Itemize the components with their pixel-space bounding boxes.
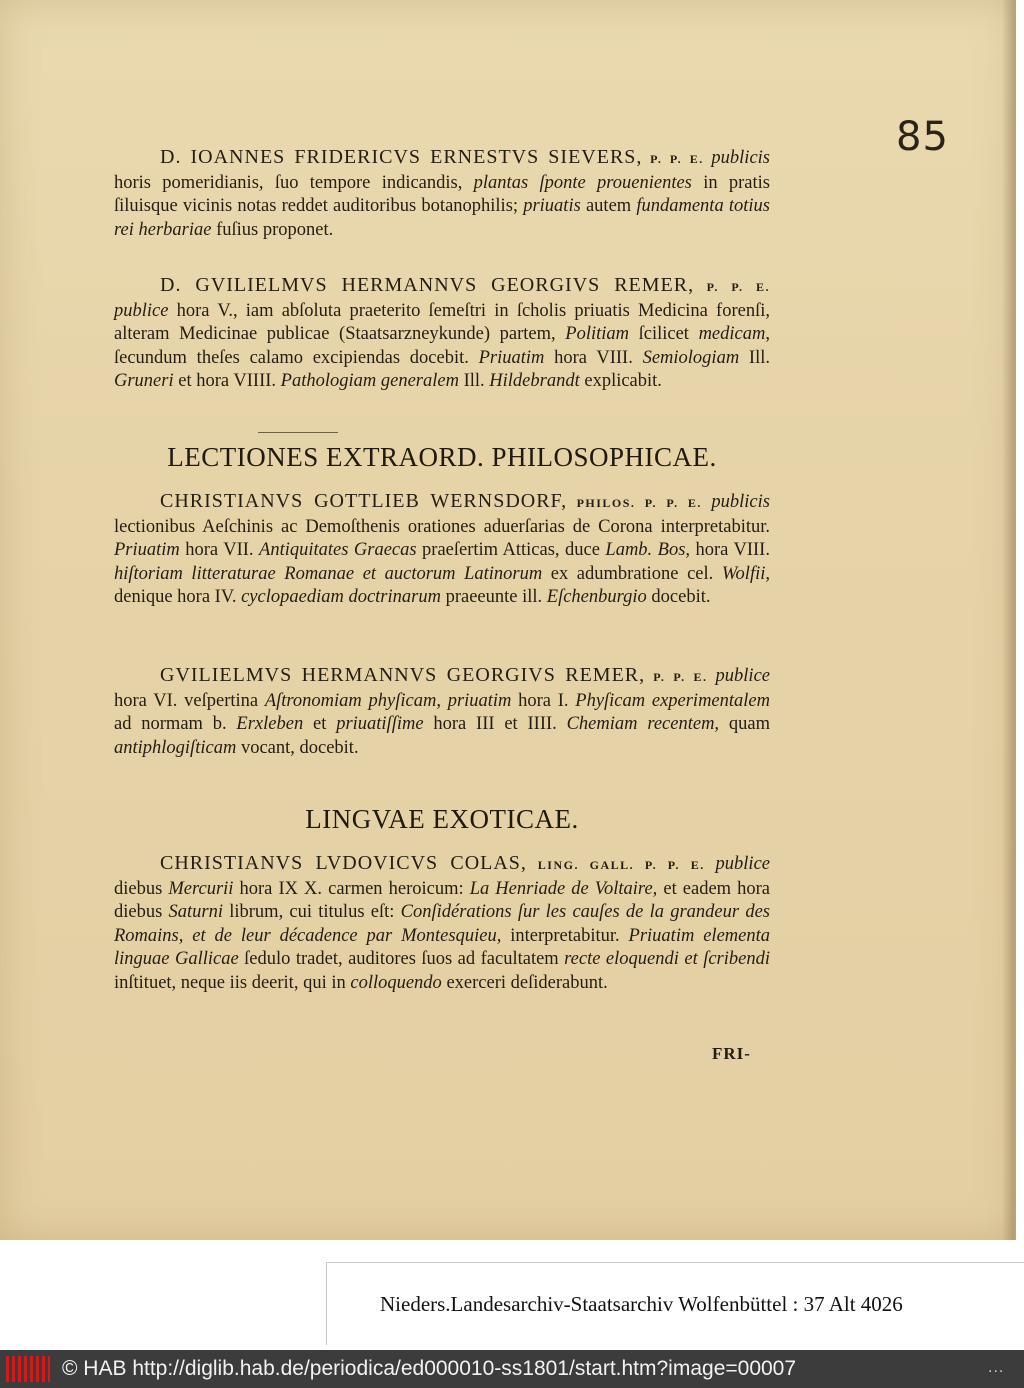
footer-bar <box>0 1350 1024 1388</box>
professor-name: CHRISTIANVS GOTTLIEB WERNSDORF, <box>160 490 568 512</box>
title-abbreviation: P. P. E. <box>650 152 704 166</box>
hab-logo-icon[interactable] <box>6 1356 50 1382</box>
title-abbreviation: LING. GALL. P. P. E. <box>537 858 705 872</box>
entry-remer-philosophy: GVILIELMVS HERMANNVS GEORGIVS REMER, P. P. E. publice hora VI. veſpertina Aſtronomiam phyſicam, priuatim hora I. Phyſicam experimentalem ad normam b. Erxleben et priuatiſſime hora III et IIII. Chemiam recentem, quam antiphlogiſticam vocant, docebit. <box>114 664 770 758</box>
professor-name: D. IOANNES FRIDERICVS ERNESTVS SIEVERS, <box>160 146 643 168</box>
title-abbreviation: PHILOS. P. P. E. <box>576 496 702 510</box>
more-options-icon[interactable]: ... <box>988 1359 1005 1376</box>
professor-name: CHRISTIANVS LVDOVICVS COLAS, <box>160 852 527 874</box>
title-abbreviation: P. P. E. <box>706 280 770 294</box>
archive-reference: Nieders.Landesarchiv-Staatsarchiv Wolfenbüttel : 37 Alt 4026 <box>380 1292 903 1316</box>
entry-sievers: D. IOANNES FRIDERICVS ERNESTVS SIEVERS, P. P. E. publicis horis pomeridianis, ſuo tempore indicandis, plantas ſponte prouenientes in pratis ſiluisque vicinis notas reddet auditoribus botanophilis; priuatis autem fundamenta totius rei herbariae fuſius proponet. <box>114 146 771 240</box>
professor-name: GVILIELMVS HERMANNVS GEORGIVS REMER, <box>160 664 646 686</box>
professor-name: D. GVILIELMVS HERMANNVS GEORGIVS REMER, <box>160 274 695 296</box>
page-edge-shadow <box>1002 0 1014 1240</box>
section-heading-languages: LINGVAE EXOTICAE. <box>305 804 579 834</box>
folio-number: 85 <box>896 114 949 160</box>
section-divider <box>258 432 338 433</box>
title-abbreviation: P. P. E. <box>653 670 708 684</box>
catchword: FRI- <box>712 1044 751 1063</box>
entry-colas: CHRISTIANVS LVDOVICVS COLAS, LING. GALL. P. P. E. publice diebus Mercurii hora IX X. carmen heroicum: La Henriade de Voltaire, et eadem hora diebus Saturni librum, cui titulus eſt: Conſidérations ſur les cauſes de la grandeur des Romains, et de leur décadence par Montesquieu, interpretabitur. Priuatim elementa linguae Gallicae ſedulo tradet, auditores ſuos ad facultatem recte eloquendi et ſcribendi inſtituet, neque iis deerit, qui in colloquendo exerceri deſiderabunt. <box>114 852 770 993</box>
entry-remer-medicine: D. GVILIELMVS HERMANNVS GEORGIVS REMER, P. P. E. publice hora V., iam abſoluta praeterito ſemeſtri in ſcholis priuatis Medicina forenſi, alteram Medicinae publicae (Staatsarzneykunde) partem, Politiam ſcilicet medicam, ſecundum theſes calamo excipiendas docebit. Priuatim hora VIII. Semiologiam Ill. Gruneri et hora VIIII. Pathologiam generalem Ill. Hildebrandt explicabit. <box>114 274 770 391</box>
section-heading-philosophy: LECTIONES EXTRAORD. PHILOSOPHICAE. <box>167 442 717 472</box>
source-url[interactable]: © HAB http://diglib.hab.de/periodica/ed000010-ss1801/start.htm?image=00007 <box>62 1357 797 1380</box>
entry-wernsdorf: CHRISTIANVS GOTTLIEB WERNSDORF, PHILOS. P. P. E. publicis lectionibus Aeſchinis ac Demoſthenis orationes aduerſarias de Corona interpretabitur. Priuatim hora VII. Antiquitates Graecas praeſertim Atticas, duce Lamb. Bos, hora VIII. hiſtoriam litteraturae Romanae et auctorum Latinorum ex adumbratione cel. Wolfii, denique hora IV. cyclopaediam doctrinarum praeeunte ill. Eſchenburgio docebit. <box>114 490 770 607</box>
